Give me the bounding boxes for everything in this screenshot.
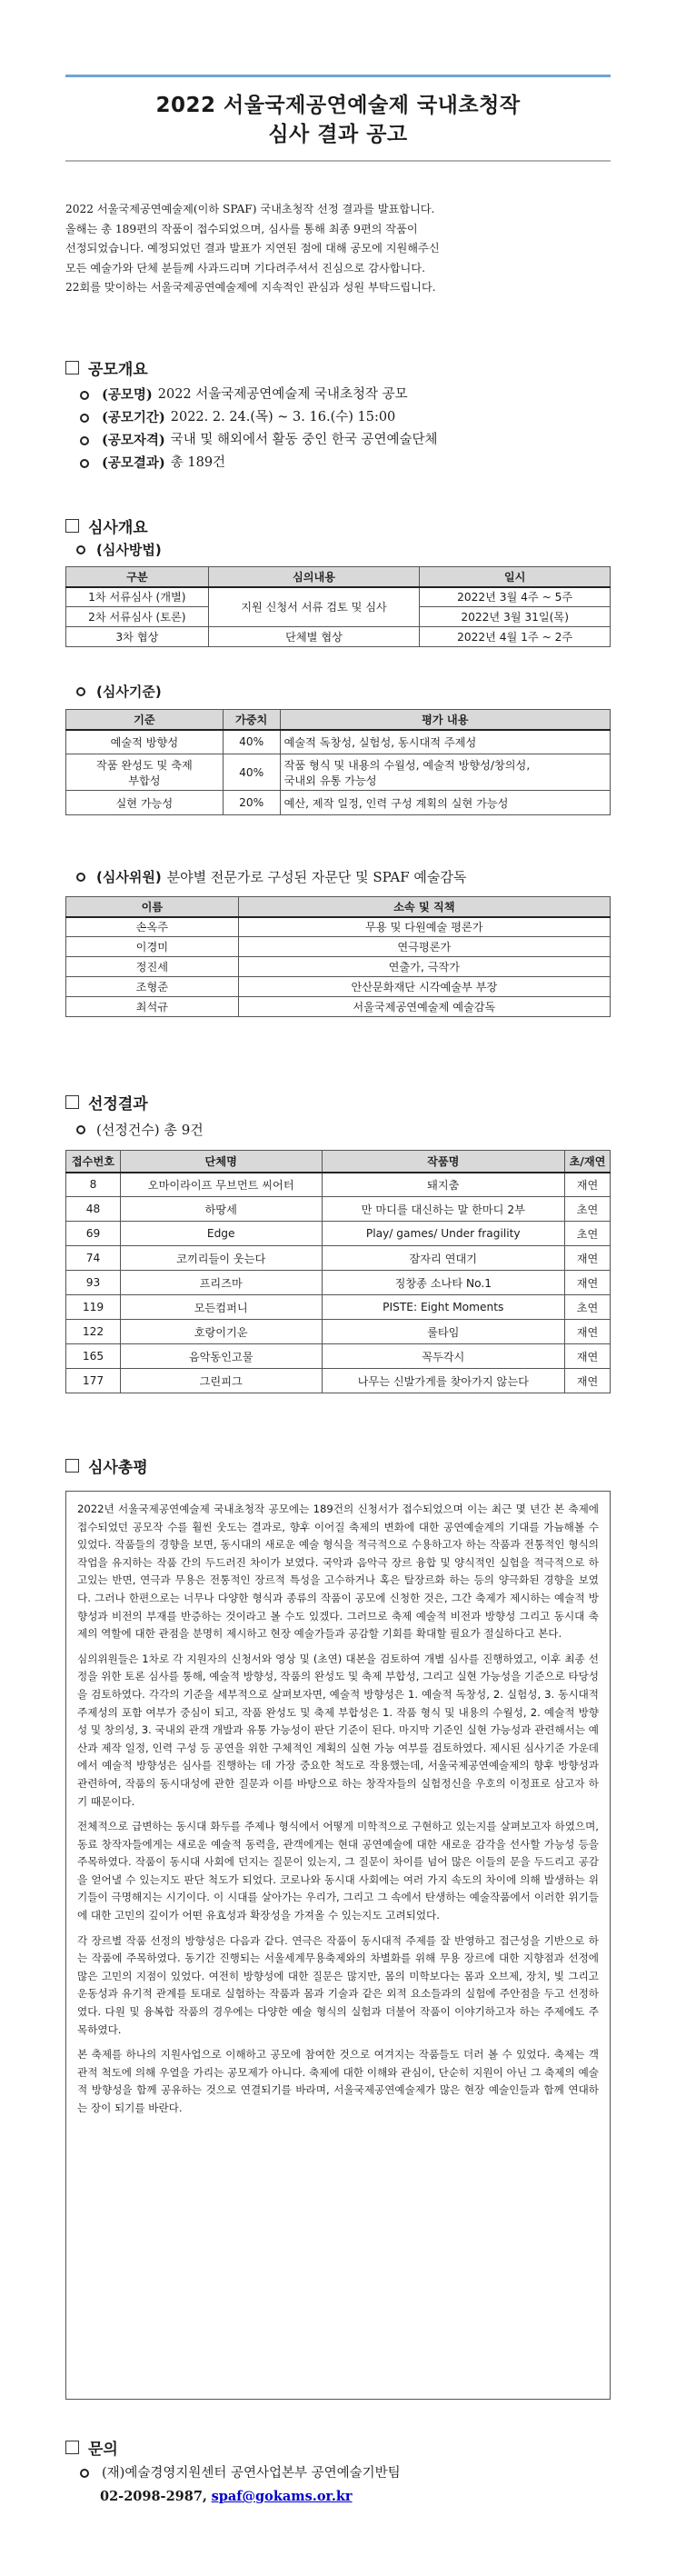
item-label: (공모기간) — [102, 410, 165, 425]
section-heading-comments — [65, 1454, 148, 1477]
review-committee-table — [65, 896, 611, 1017]
document-title: 2022 서울국제공연예술제 국내초청작 — [155, 94, 521, 117]
sub-label-text: (심사위원) — [96, 869, 162, 885]
title-block — [65, 91, 611, 149]
table-cell: 재연 — [565, 1320, 611, 1344]
table-row — [66, 1369, 611, 1393]
table-row — [66, 1173, 611, 1197]
table-cell: Play/ games/ Under fragility — [322, 1222, 565, 1246]
table-row — [66, 957, 611, 977]
table-cell: 74 — [66, 1246, 121, 1271]
section-heading-text: 공모개요 — [88, 361, 148, 379]
checkbox-square-icon — [65, 361, 79, 374]
table-header-row — [66, 1151, 611, 1173]
sub-label-text: (선정건수) 총 9건 — [96, 1122, 204, 1138]
table-row — [66, 791, 611, 815]
table-row — [66, 937, 611, 957]
table-header-cell: 일시 — [420, 567, 611, 587]
table-cell: 2022년 3월 4주 ~ 5주 — [420, 587, 611, 607]
table-header-cell: 접수번호 — [66, 1151, 121, 1173]
item-value: 2022. 2. 24.(목) ~ 3. 16.(수) 15:00 — [170, 410, 396, 424]
item-value: 2022 서울국제공연예술제 국내초청작 공모 — [157, 387, 408, 402]
table-header-cell: 단체명 — [120, 1151, 322, 1173]
table-cell: 최석규 — [66, 997, 239, 1017]
table-cell: 단체별 협상 — [208, 627, 420, 647]
table-cell: 안산문화재단 시각예술부 부장 — [238, 977, 610, 997]
section-heading-text: 심사총평 — [88, 1459, 148, 1477]
table-cell: 무용 및 다원예술 평론가 — [238, 917, 610, 937]
cell-line: 작품 형식 및 내용의 수월성, 예술적 방향성/창의성, — [283, 758, 531, 772]
section-heading-results — [65, 1091, 148, 1113]
table-header-cell: 소속 및 직책 — [238, 897, 610, 917]
intro-line: 2022 서울국제공연예술제(이하 SPAF) 국내초청작 선정 결과를 발표합니다. — [65, 203, 435, 215]
table-cell: 177 — [66, 1369, 121, 1393]
table-cell: 재연 — [565, 1246, 611, 1271]
section-heading-text: 문의 — [88, 2441, 118, 2459]
table-cell: 이경미 — [66, 937, 239, 957]
table-cell: 코끼리들이 웃는다 — [120, 1246, 322, 1271]
table-cell: 2022년 3월 31일(목) — [420, 607, 611, 627]
overview-item — [80, 406, 616, 429]
document-subtitle: 심사 결과 공고 — [268, 123, 408, 146]
table-cell: 모든컴퍼니 — [120, 1295, 322, 1320]
table-cell: 예산, 제작 일정, 인력 구성 계획의 실현 가능성 — [280, 791, 610, 815]
circle-bullet-icon — [80, 459, 89, 468]
table-cell: 119 — [66, 1295, 121, 1320]
table-cell: 예술적 방향성 — [66, 730, 224, 754]
table-row — [66, 587, 611, 607]
checkbox-square-icon — [65, 2441, 79, 2454]
table-cell: 8 — [66, 1173, 121, 1197]
comment-paragraph: 심의위원들은 1차로 각 지원자의 신청서와 영상 및 (초연) 대본을 검토하여 개별 심사를 진행하였고, 이후 최종 선정을 위한 토론 심사를 통해, 예술적 방향성, 작품의 완성도 및 축제 부합성, 그리고 실현 가능성을 기준으로 타당성을 검토하였다. 각각의 기준을 세부적으로 살펴보자면, 예술적 방향성은 1. 예술적 독창성, 2. 실험성, 3. 동시대적 주제성의 포함 여부가 중심이 되고, 작품 완성도 및 축제 부합성은 1. 작품 형식 및 내용의 수월성, 2. 예술적 방향성 및 창의성, 3. 국내외 관객 개발과 유통 가능성이 판단 기준이 된다. 마지막 기준인 실현 가능성과 관련해서는 예산과 제작 일정, 인력 구성 등 공연을 위한 구체적인 계획의 실현 가능 여부를 검토하였다. 제시된 심사기준 가운데에서 예술적 방향성은 심사를 진행하는 데 가장 중요한 척도로 작용했는데, 서울국제공연예술제의 향후 방향성과 관련하여, 작품의 동시대성에 관한 질문과 이를 바탕으로 하는 창작자들의 실험정신을 우호의 이정표로 삼고자 하기 때문이다. — [77, 1652, 600, 1808]
table-header-cell: 기준 — [66, 710, 224, 730]
table-cell: 재연 — [565, 1369, 611, 1393]
sub-label-text: (심사기준) — [96, 684, 162, 700]
table-cell: 음악동인고물 — [120, 1344, 322, 1369]
table-cell: 연극평론가 — [238, 937, 610, 957]
table-cell: 초연 — [565, 1197, 611, 1222]
table-cell: 정진세 — [66, 957, 239, 977]
circle-bullet-icon — [80, 414, 89, 423]
table-header-cell: 초/재연 — [565, 1151, 611, 1173]
review-comments-box — [65, 1491, 611, 2400]
table-cell: 3차 협상 — [66, 627, 209, 647]
table-row — [66, 1271, 611, 1295]
comment-paragraph: 각 장르별 작품 선정의 방향성은 다음과 같다. 연극은 작품이 동시대적 주제를 잘 반영하고 접근성을 기반으로 하는 작품에 주목하였다. 동기간 진행되는 서울세계무용축제와의 차별화를 위해 무용 장르에 대한 지향점과 선정에 많은 고민의 지점이 있었다. 여전히 방향성에 대한 질문은 많지만, 몸의 미학보다는 몸과 오브제, 장치, 빛 그리고 운동성과 유기적 관계를 토대로 실험하는 작품과 몸과 기술과 같은 외적 요소들과의 실험에 주안점을 두고 선정하였다. 다원 및 융복합 작품의 경우에는 다양한 예술 형식의 실험과 더불어 작품이 이야기하고자 하는 주제에도 주목하였다. — [77, 1933, 599, 2036]
table-header-cell: 가중치 — [223, 710, 280, 730]
item-label: (공모자격) — [102, 433, 165, 448]
table-cell: 재연 — [565, 1271, 611, 1295]
table-cell: PISTE: Eight Moments — [322, 1295, 565, 1320]
table-cell: 그린피그 — [120, 1369, 322, 1393]
table-cell: 서울국제공연예술제 예술감독 — [238, 997, 610, 1017]
table-cell: 20% — [223, 791, 280, 815]
review-method-table — [65, 566, 611, 647]
results-table — [65, 1150, 611, 1393]
comment-paragraph: 2022년 서울국제공연예술제 국내초청작 공모에는 189건의 신청서가 접수되었으며 이는 최근 몇 년간 본 축제에 접수되었던 공모작 수를 훨씬 웃도는 결과로, 향후 이어질 축제의 변화에 대한 공연예술계의 기대를 가늠해볼 수 있었다. 작품들의 경향을 보면, 동시대의 새로운 예술 형식을 적극적으로 수용하고자 하는 작품과 전통적인 형식의 작업을 유지하는 작품 간의 두드러진 차이가 보였다. 국악과 음악극 장르 융합 및 양식적인 실험을 적극적으로 하고있는 반면, 연극과 무용은 전통적인 장르적 특성을 고수하거나 혹은 탈장르화 하는 등의 양극화된 경향을 보였다. 그러나 한편으로는 너무나 다양한 형식과 종류의 작품이 공모에 신청한 것은, 그간 축제가 제시하는 예술적 방향성과 비전의 부재를 반증하는 것이라고 볼 수도 있겠다. 그러므로 축제 예술적 비전과 방향성 그리고 동시대 축제의 역할에 대한 관점을 분명히 제시하고 현장 예술가들과 공감할 기회를 확대할 필요가 절실하다고 본다. — [77, 1503, 599, 1641]
contact-phone: 02-2098-2987, — [100, 2489, 207, 2504]
table-cell: 재연 — [565, 1344, 611, 1369]
table-cell: 예술적 독창성, 실험성, 동시대적 주제성 — [280, 730, 610, 754]
table-row — [66, 997, 611, 1017]
table-row — [66, 1344, 611, 1369]
table-cell: 재연 — [565, 1173, 611, 1197]
intro-line: 선정되었습니다. 예정되었던 결과 발표가 지연된 점에 대해 공모에 지원해주신 — [65, 242, 440, 255]
section-heading-text: 심사개요 — [88, 519, 148, 537]
sub-label-desc: 분야별 전문가로 구성된 자문단 및 SPAF 예술감독 — [166, 869, 467, 885]
circle-bullet-icon — [80, 391, 89, 400]
table-cell: 122 — [66, 1320, 121, 1344]
review-criteria-table — [65, 709, 611, 815]
contact-org-line — [80, 2461, 401, 2485]
table-row — [66, 1197, 611, 1222]
table-cell: 호랑이기운 — [120, 1320, 322, 1344]
table-row — [66, 730, 611, 754]
item-label: (공모결과) — [102, 455, 165, 471]
table-cell: 오마이라이프 무브먼트 씨어터 — [120, 1173, 322, 1197]
table-header-row — [66, 897, 611, 917]
table-cell: 2022년 4월 1주 ~ 2주 — [420, 627, 611, 647]
table-cell: 지원 신청서 서류 검토 및 심사 — [208, 587, 420, 627]
title-top-rule — [65, 75, 611, 77]
table-cell: 1차 서류심사 (개별) — [66, 587, 209, 607]
table-header-row — [66, 710, 611, 730]
table-cell: 하땅세 — [120, 1197, 322, 1222]
item-label: (공모명) — [102, 387, 153, 403]
table-header-cell: 작품명 — [322, 1151, 565, 1173]
comment-paragraph: 전체적으로 급변하는 동시대 화두를 주제나 형식에서 어떻게 미학적으로 구현하고 있는지를 살펴보고자 하였으며, 동료 창작자들에게는 새로운 예술적 동력을, 관객에게는 현대 공연예술에 대한 새로운 감각을 선사할 가능성 등을 주목하였다. 작품이 동시대 사회에 던지는 질문이 있는지, 그 질문이 차이를 넘어 많은 이들의 문을 두드리고 공감을 얻어낼 수 있는지도 판단 척도가 되었다. 코로나와 동시대 사회에는 여러 가지 속도의 차이에 의해 발생하는 위기들이 극명해지는 시기이다. 이 시대를 살아가는 우리가, 그리고 그 속에서 탄생하는 예술작품에서 이러한 위기들에 대한 고민의 깊이가 어떤 유효성과 확장성을 가져올 수 있는지도 고려되었다. — [77, 1820, 599, 1922]
table-cell: 프리즈마 — [120, 1271, 322, 1295]
contact-org: (재)예술경영지원센터 공연사업본부 공연예술기반팀 — [102, 2466, 401, 2481]
contact-block — [80, 2461, 401, 2509]
table-cell: 잠자리 연대기 — [322, 1246, 565, 1271]
table-cell: 초연 — [565, 1222, 611, 1246]
table-row — [66, 627, 611, 647]
overview-item — [80, 384, 616, 406]
table-row — [66, 977, 611, 997]
circle-bullet-icon — [76, 545, 85, 554]
sub-label-text: (심사방법) — [96, 542, 162, 558]
table-cell: 2차 서류심사 (토론) — [66, 607, 209, 627]
table-cell: 나무는 신발가게를 찾아가지 않는다 — [322, 1369, 565, 1393]
table-header-cell: 심의내용 — [208, 567, 420, 587]
circle-bullet-icon — [80, 436, 89, 445]
intro-paragraph — [65, 200, 611, 298]
section-heading-review — [65, 514, 148, 537]
table-cell: 징창종 소나타 No.1 — [322, 1271, 565, 1295]
item-value: 국내 및 해외에서 활동 중인 한국 공연예술단체 — [170, 433, 438, 447]
table-header-row — [66, 567, 611, 587]
intro-line: 올해는 총 189편의 작품이 접수되었으며, 심사를 통해 최종 9편의 작품이 — [65, 222, 418, 235]
section-heading-contact — [65, 2436, 118, 2459]
contact-detail-line — [80, 2485, 401, 2509]
table-cell: 40% — [223, 730, 280, 754]
circle-bullet-icon — [80, 2469, 89, 2478]
circle-bullet-icon — [76, 1125, 85, 1134]
table-cell: 48 — [66, 1197, 121, 1222]
checkbox-square-icon — [65, 519, 79, 533]
section-heading-overview — [65, 356, 148, 379]
table-cell: 165 — [66, 1344, 121, 1369]
review-method-label — [76, 540, 162, 559]
table-header-cell: 이름 — [66, 897, 239, 917]
table-row — [66, 1320, 611, 1344]
table-row — [66, 917, 611, 937]
table-cell: 꼭두각시 — [322, 1344, 565, 1369]
cell-line: 국내외 유통 가능성 — [283, 774, 377, 787]
table-header-cell: 구분 — [66, 567, 209, 587]
checkbox-square-icon — [65, 1459, 79, 1473]
overview-item — [80, 452, 616, 474]
cell-line: 작품 완성도 및 축제 — [95, 758, 193, 772]
table-cell: 초연 — [565, 1295, 611, 1320]
table-cell — [66, 754, 224, 791]
table-cell — [280, 754, 610, 791]
table-header-cell: 평가 내용 — [280, 710, 610, 730]
section-heading-text: 선정결과 — [88, 1095, 148, 1113]
review-committee-label — [76, 867, 466, 886]
overview-list — [80, 384, 616, 474]
table-row — [66, 1295, 611, 1320]
review-criteria-label — [76, 682, 162, 701]
results-count-label — [76, 1120, 204, 1139]
circle-bullet-icon — [76, 873, 85, 882]
table-cell: 손옥주 — [66, 917, 239, 937]
intro-line: 22회를 맞이하는 서울국제공연예술제에 지속적인 관심과 성원 부탁드립니다. — [65, 281, 436, 294]
table-cell: 만 마디를 대신하는 말 한마디 2부 — [322, 1197, 565, 1222]
title-bottom-rule — [65, 160, 611, 162]
checkbox-square-icon — [65, 1095, 79, 1109]
table-row — [66, 754, 611, 791]
intro-line: 모든 예술가와 단체 분들께 사과드리며 기다려주셔서 진심으로 감사합니다. — [65, 261, 425, 275]
table-cell: 조형준 — [66, 977, 239, 997]
table-cell: Edge — [120, 1222, 322, 1246]
item-value: 총 189건 — [170, 455, 226, 470]
table-row — [66, 1246, 611, 1271]
table-cell: 69 — [66, 1222, 121, 1246]
overview-item — [80, 429, 616, 452]
table-cell: 40% — [223, 754, 280, 791]
table-row — [66, 1222, 611, 1246]
cell-line: 부합성 — [128, 774, 161, 787]
comment-paragraph: 본 축제를 하나의 지원사업으로 이해하고 공모에 참여한 것으로 여겨지는 작품들도 더러 볼 수 있었다. 축제는 객관적 척도에 의해 우열을 가리는 공모제가 아니다. 축제에 대한 이해와 관심이, 단순히 지원이 아닌 그 축제의 예술적 방향성을 함께 공유하는 것으로 연결되기를 바라며, 서울국제공연예술제가 많은 현장 예술인들과 함께 연대하는 장이 되기를 바란다. — [77, 2048, 599, 2114]
circle-bullet-icon — [76, 687, 85, 696]
table-cell: 돼지춤 — [322, 1173, 565, 1197]
table-cell: 룰타임 — [322, 1320, 565, 1344]
contact-email-link[interactable]: spaf@gokams.or.kr — [211, 2489, 353, 2504]
table-cell: 연출가, 극작가 — [238, 957, 610, 977]
table-cell: 실현 가능성 — [66, 791, 224, 815]
table-cell: 93 — [66, 1271, 121, 1295]
